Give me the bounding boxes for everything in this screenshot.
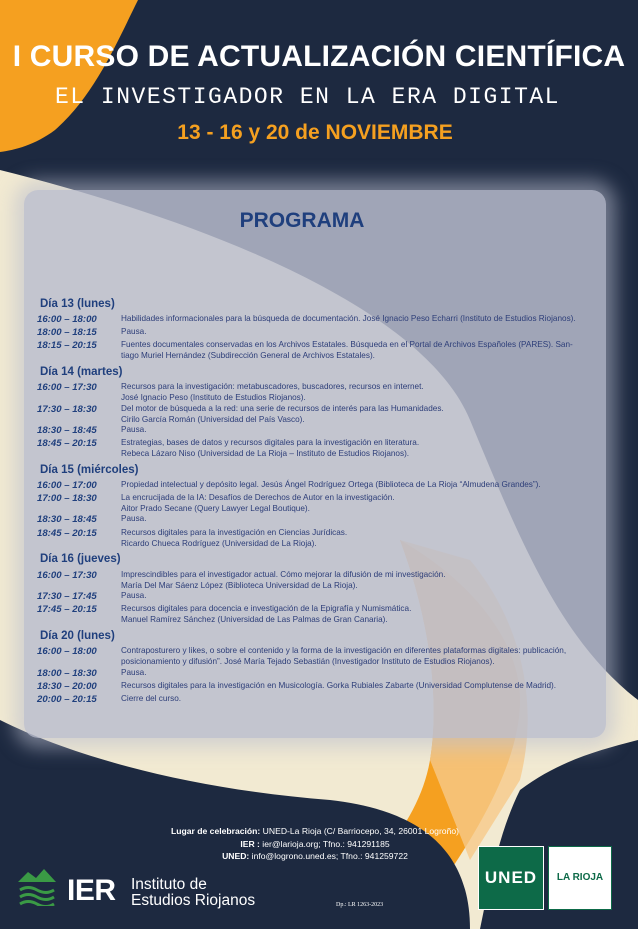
la-rioja-logo xyxy=(548,846,612,910)
schedule-entry xyxy=(0,681,620,692)
entry-time: 16:00 – 17:00 xyxy=(37,480,97,491)
schedule-entry xyxy=(0,480,620,491)
course-subtitle: EL INVESTIGADOR EN LA ERA DIGITAL xyxy=(55,84,560,110)
venue-value: UNED-La Rioja (C/ Barriocepo, 34, 26001 Logroño) xyxy=(260,826,460,836)
schedule-entry xyxy=(0,314,620,325)
entry-line: Fuentes documentales conservadas en los Archivos Estatales. Búsqueda en el Portal de Archivos Españoles (PARES). San- xyxy=(121,340,573,349)
entry-line: Rebeca Lázaro Niso (Universidad de La Rioja – Instituto de Estudios Riojanos). xyxy=(121,448,410,458)
entry-line: Recursos digitales para la investigación en Musicología. Gorka Rubiales Zabarte (Universidad Complutense de Madrid). xyxy=(121,681,557,690)
entry-time: 18:45 – 20:15 xyxy=(37,438,97,449)
entry-time: 16:00 – 18:00 xyxy=(37,646,97,657)
entry-line: Pausa. xyxy=(121,668,147,677)
schedule-entry xyxy=(0,570,620,591)
entry-time: 18:30 – 20:00 xyxy=(37,681,97,692)
uned-logo-text: UNED xyxy=(484,868,538,887)
ier-name-line1: Instituto de xyxy=(131,876,207,893)
ier-contact-label: IER : xyxy=(240,838,260,849)
entry-description xyxy=(121,480,601,491)
legal-deposit: Dp.: LR 1263-2023 xyxy=(336,902,384,908)
entry-description xyxy=(121,404,601,425)
venue-label: Lugar de celebración: xyxy=(170,826,261,836)
program-title: PROGRAMA xyxy=(239,209,365,232)
schedule-entry xyxy=(0,493,620,514)
schedule-entry xyxy=(0,668,620,679)
entry-description xyxy=(121,314,601,325)
day-title: Día 16 (jueves) xyxy=(40,553,121,565)
entry-description xyxy=(121,646,601,667)
ier-logo-abbr: IER xyxy=(67,874,116,907)
entry-time: 16:00 – 17:30 xyxy=(37,570,97,581)
entry-description xyxy=(121,425,601,436)
entry-description xyxy=(121,668,601,679)
entry-time: 17:30 – 17:45 xyxy=(37,591,97,602)
entry-time: 18:30 – 18:45 xyxy=(37,514,97,525)
schedule-entry xyxy=(0,382,620,403)
entry-line: José Ignacio Peso (Instituto de Estudios Riojanos). xyxy=(121,392,306,402)
entry-time: 18:45 – 20:15 xyxy=(37,528,97,539)
entry-line: Habilidades informacionales para la búsqueda de documentación. José Ignacio Peso Echarri (Instituto de Estudios Riojanos). xyxy=(121,314,576,323)
entry-description xyxy=(121,591,601,602)
entry-line: Ricardo Chueca Rodríguez (Universidad de La Rioja). xyxy=(121,538,317,548)
entry-line: Pausa. xyxy=(121,327,147,336)
entry-line: Estrategias, bases de datos y recursos digitales para la investigación en literatura. xyxy=(121,438,420,447)
ier-logo-name xyxy=(131,877,255,909)
schedule-entry xyxy=(0,604,620,625)
la-rioja-logo-text: LA RIOJA xyxy=(556,872,604,883)
course-dates: 13 - 16 y 20 de NOVIEMBRE xyxy=(177,121,453,144)
entry-time: 16:00 – 17:30 xyxy=(37,382,97,393)
entry-time: 18:00 – 18:30 xyxy=(37,668,97,679)
uned-contact-value: info@logrono.uned.es; Tfno.: 941259722 xyxy=(249,851,408,861)
venue-line xyxy=(0,825,630,838)
day-title: Día 15 (miércoles) xyxy=(40,464,139,476)
entry-description xyxy=(121,528,601,549)
entry-description xyxy=(121,438,601,459)
schedule-entry xyxy=(0,646,620,667)
entry-line: Contraposturero y likes, o sobre el contenido y la forma de la investigación en diferentes plataformas digitales: publicación, xyxy=(121,646,567,655)
entry-description xyxy=(121,514,601,525)
entry-line: Cirilo García Román (Universidad del País Vasco). xyxy=(121,414,305,424)
entry-description xyxy=(121,382,601,403)
entry-line: Manuel Ramírez Sánchez (Universidad de Las Palmas de Gran Canaria). xyxy=(121,614,388,624)
entry-time: 17:00 – 18:30 xyxy=(37,493,97,504)
entry-line: Pausa. xyxy=(121,425,147,434)
entry-line: posicionamiento y difusión”. José María Tejado Sebastián (Investigador Instituto de Estudios Riojanos). xyxy=(121,656,495,666)
entry-description xyxy=(121,327,601,338)
day-title: Día 14 (martes) xyxy=(40,366,123,378)
entry-line: Recursos para la investigación: metabuscadores, buscadores, recursos en internet. xyxy=(121,382,424,391)
entry-description xyxy=(121,570,601,591)
entry-time: 17:45 – 20:15 xyxy=(37,604,97,615)
entry-description xyxy=(121,604,601,625)
course-title: I CURSO DE ACTUALIZACIÓN CIENTÍFICA xyxy=(12,40,626,73)
entry-time: 20:00 – 20:15 xyxy=(37,694,97,705)
schedule-entry xyxy=(0,514,620,525)
entry-line: Del motor de búsqueda a la red: una serie de recursos de interés para las Humanidades. xyxy=(121,404,444,413)
ier-contact-value: ier@larioja.org; Tfno.: 941291185 xyxy=(259,838,390,849)
entry-line: tiago Muriel Hernández (Subdirección General de Archivos Estatales). xyxy=(121,350,375,360)
entry-description xyxy=(121,681,601,692)
schedule-entry xyxy=(0,425,620,436)
entry-time: 18:15 – 20:15 xyxy=(37,340,97,351)
ier-logo-icon xyxy=(16,866,58,906)
entry-time: 17:30 – 18:30 xyxy=(37,404,97,415)
day-title: Día 13 (lunes) xyxy=(40,298,115,310)
entry-line: Aitor Prado Secane (Query Lawyer Legal Boutique). xyxy=(121,503,310,513)
entry-description xyxy=(121,493,601,514)
entry-time: 16:00 – 18:00 xyxy=(37,314,97,325)
entry-line: Recursos digitales para docencia e investigación de la Epigrafía y Numismática. xyxy=(121,604,412,613)
entry-line: Cierre del curso. xyxy=(121,694,182,703)
entry-line: Pausa. xyxy=(121,514,147,523)
entry-line: Recursos digitales para la investigación en Ciencias Jurídicas. xyxy=(121,528,348,537)
schedule-entry xyxy=(0,404,620,425)
entry-time: 18:30 – 18:45 xyxy=(37,425,97,436)
entry-line: Propiedad intelectual y depósito legal. Jesús Ángel Rodríguez Ortega (Biblioteca de La Rioja “Almudena Grandes”). xyxy=(121,480,541,489)
ier-name-line2: Estudios Riojanos xyxy=(131,892,256,909)
entry-time: 18:00 – 18:15 xyxy=(37,327,97,338)
entry-line: Pausa. xyxy=(121,591,147,600)
schedule-entry xyxy=(0,528,620,549)
entry-line: La encrucijada de la IA: Desafíos de Derechos de Autor en la investigación. xyxy=(121,493,395,502)
schedule-entry xyxy=(0,694,620,705)
schedule-entry xyxy=(0,327,620,338)
schedule-entry xyxy=(0,340,620,361)
uned-contact-label: UNED: xyxy=(222,851,250,861)
schedule-entry xyxy=(0,438,620,459)
uned-logo xyxy=(478,846,544,910)
entry-line: María Del Mar Sáenz López (Biblioteca Universidad de La Rioja). xyxy=(121,580,358,590)
entry-description xyxy=(121,694,601,705)
entry-description xyxy=(121,340,601,361)
entry-line: Imprescindibles para el investigador actual. Cómo mejorar la difusión de mi investigación. xyxy=(121,570,446,579)
day-title: Día 20 (lunes) xyxy=(40,630,115,642)
schedule-entry xyxy=(0,591,620,602)
